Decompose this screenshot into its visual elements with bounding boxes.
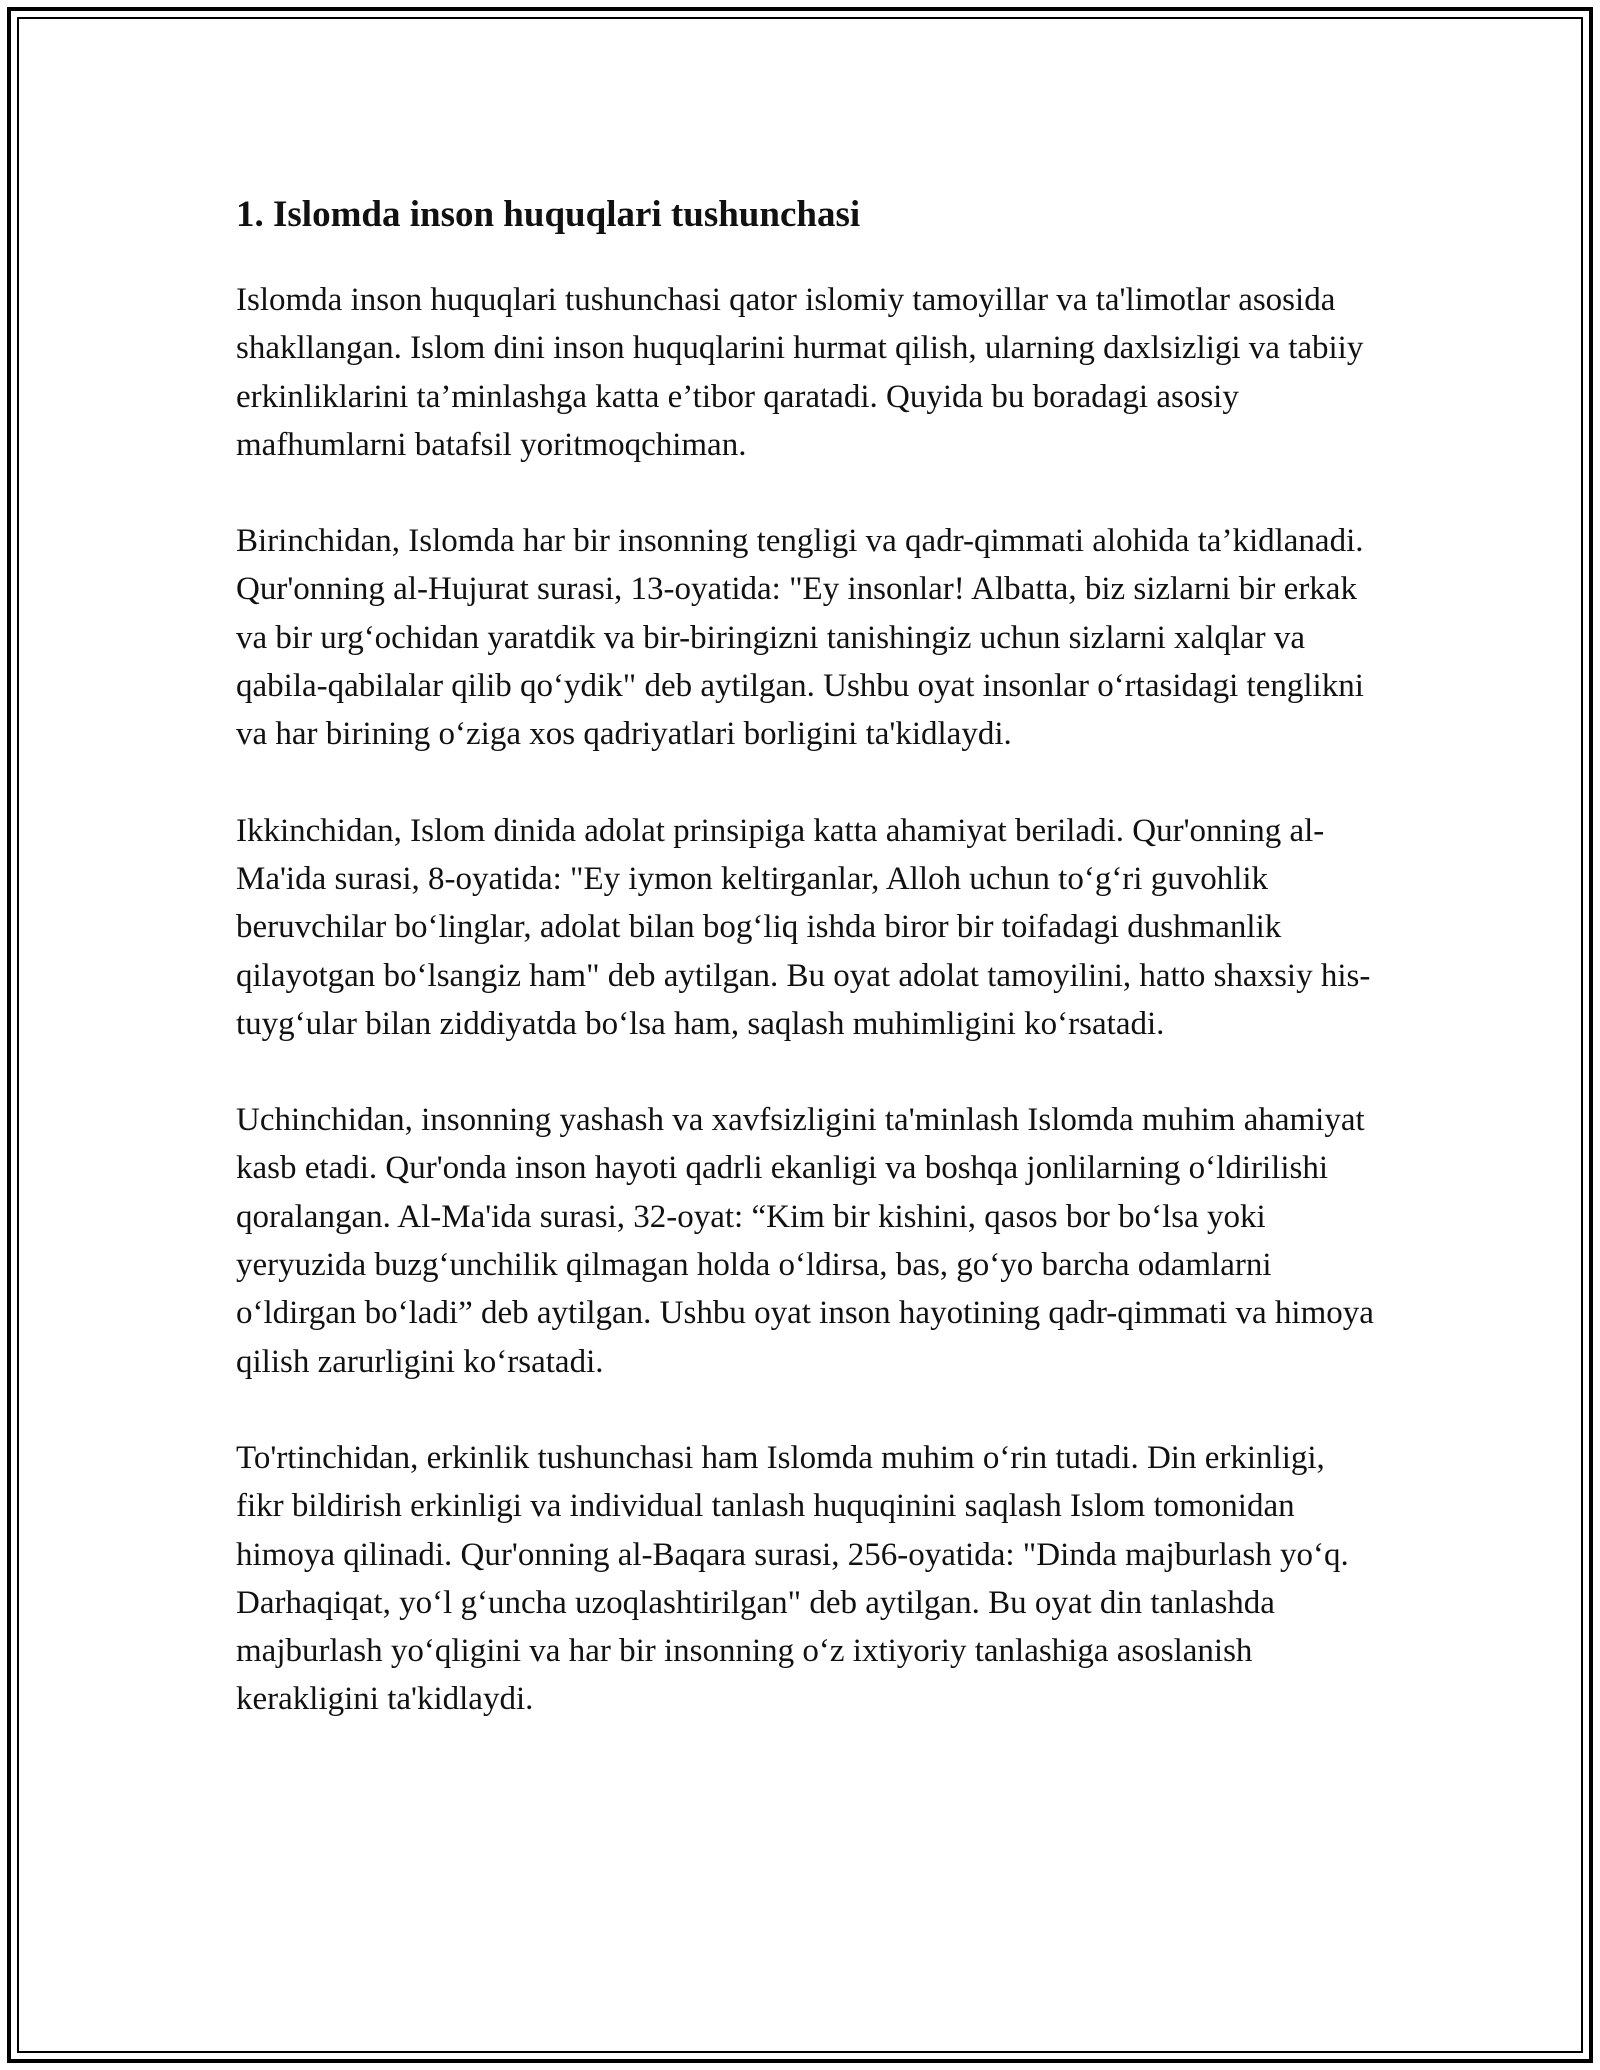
paragraph-third-point: Uchinchidan, insonning yashash va xavfsizligini ta'minlash Islomda muhim ahamiyat kasb etadi. Qur'onda inson hayoti qadrli ekanligi va boshqa jonlilarning o‘ldirilishi qoralangan. Al-Ma'ida surasi, 32-oyat: “Kim bir kishini, qasos bor bo‘lsa yoki yeryuzida buzg‘unchilik qilmagan holda o‘ldirsa, bas, go‘yo barcha odamlarni o‘ldirgan bo‘ladi” deb aytilgan. Ushbu oyat inson hayotining qadr-qimmati va himoya qilish zarurligini ko‘rsatadi. — [236, 1102, 1374, 1380]
paragraph-second-point: Ikkinchidan, Islom dinida adolat prinsipiga katta ahamiyat beriladi. Qur'onning al-Ma'ida surasi, 8-oyatida: "Ey iymon keltirganlar, Alloh uchun to‘g‘ri guvohlik beruvchilar bo‘linglar, adolat bilan bog‘liq ishda biror bir toifadagi dushmanlik qilayotgan bo‘lsangiz ham" deb aytilgan. Bu oyat adolat tamoyilini, hatto shaxsiy his-tuyg‘ular bilan ziddiyatda bo‘lsa ham, saqlash muhimligini ko‘rsatadi. — [236, 812, 1371, 1042]
paragraph-first-point: Birinchidan, Islomda har bir insonning tengligi va qadr-qimmati alohida ta’kidlanadi. Qur'onning al-Hujurat surasi, 13-oyatida: "Ey insonlar! Albatta, biz sizlarni bir erkak va bir urg‘ochidan yaratdik va bir-biringizni tanishingiz uchun sizlarni xalqlar va qabila-qabilalar qilib qo‘ydik" deb aytilgan. Ushbu oyat insonlar o‘rtasidagi tenglikni va har birining o‘ziga xos qadriyatlari borligini ta'kidlaydi. — [236, 523, 1364, 753]
paragraph-intro: Islomda inson huquqlari tushunchasi qator islomiy tamoyillar va ta'limotlar asosida shakllangan. Islom dini inson huquqlarini hurmat qilish, ularning daxlsizligi va tabiiy erkinliklarini ta’minlashga katta e’tibor qaratadi. Quyida bu boradagi asosiy mafhumlarni batafsil yoritmoqchiman. — [236, 282, 1364, 463]
paragraph-fourth-point: To'rtinchidan, erkinlik tushunchasi ham Islomda muhim o‘rin tutadi. Din erkinligi, fikr bildirish erkinligi va individual tanlash huquqinini saqlash Islom tomonidan himoya qilinadi. Qur'onning al-Baqara surasi, 256-oyatida: "Dinda majburlash yo‘q. Darhaqiqat, yo‘l g‘uncha uzoqlashtirilgan" deb aytilgan. Bu oyat din tanlashda majburlash yo‘qligini va har bir insonning o‘z ixtiyoriy tanlashiga asoslanish kerakligini ta'kidlaydi. — [236, 1439, 1349, 1718]
document-body — [236, 186, 1376, 1772]
section-heading: 1. Islomda inson huquqlari tushunchasi — [236, 194, 861, 235]
